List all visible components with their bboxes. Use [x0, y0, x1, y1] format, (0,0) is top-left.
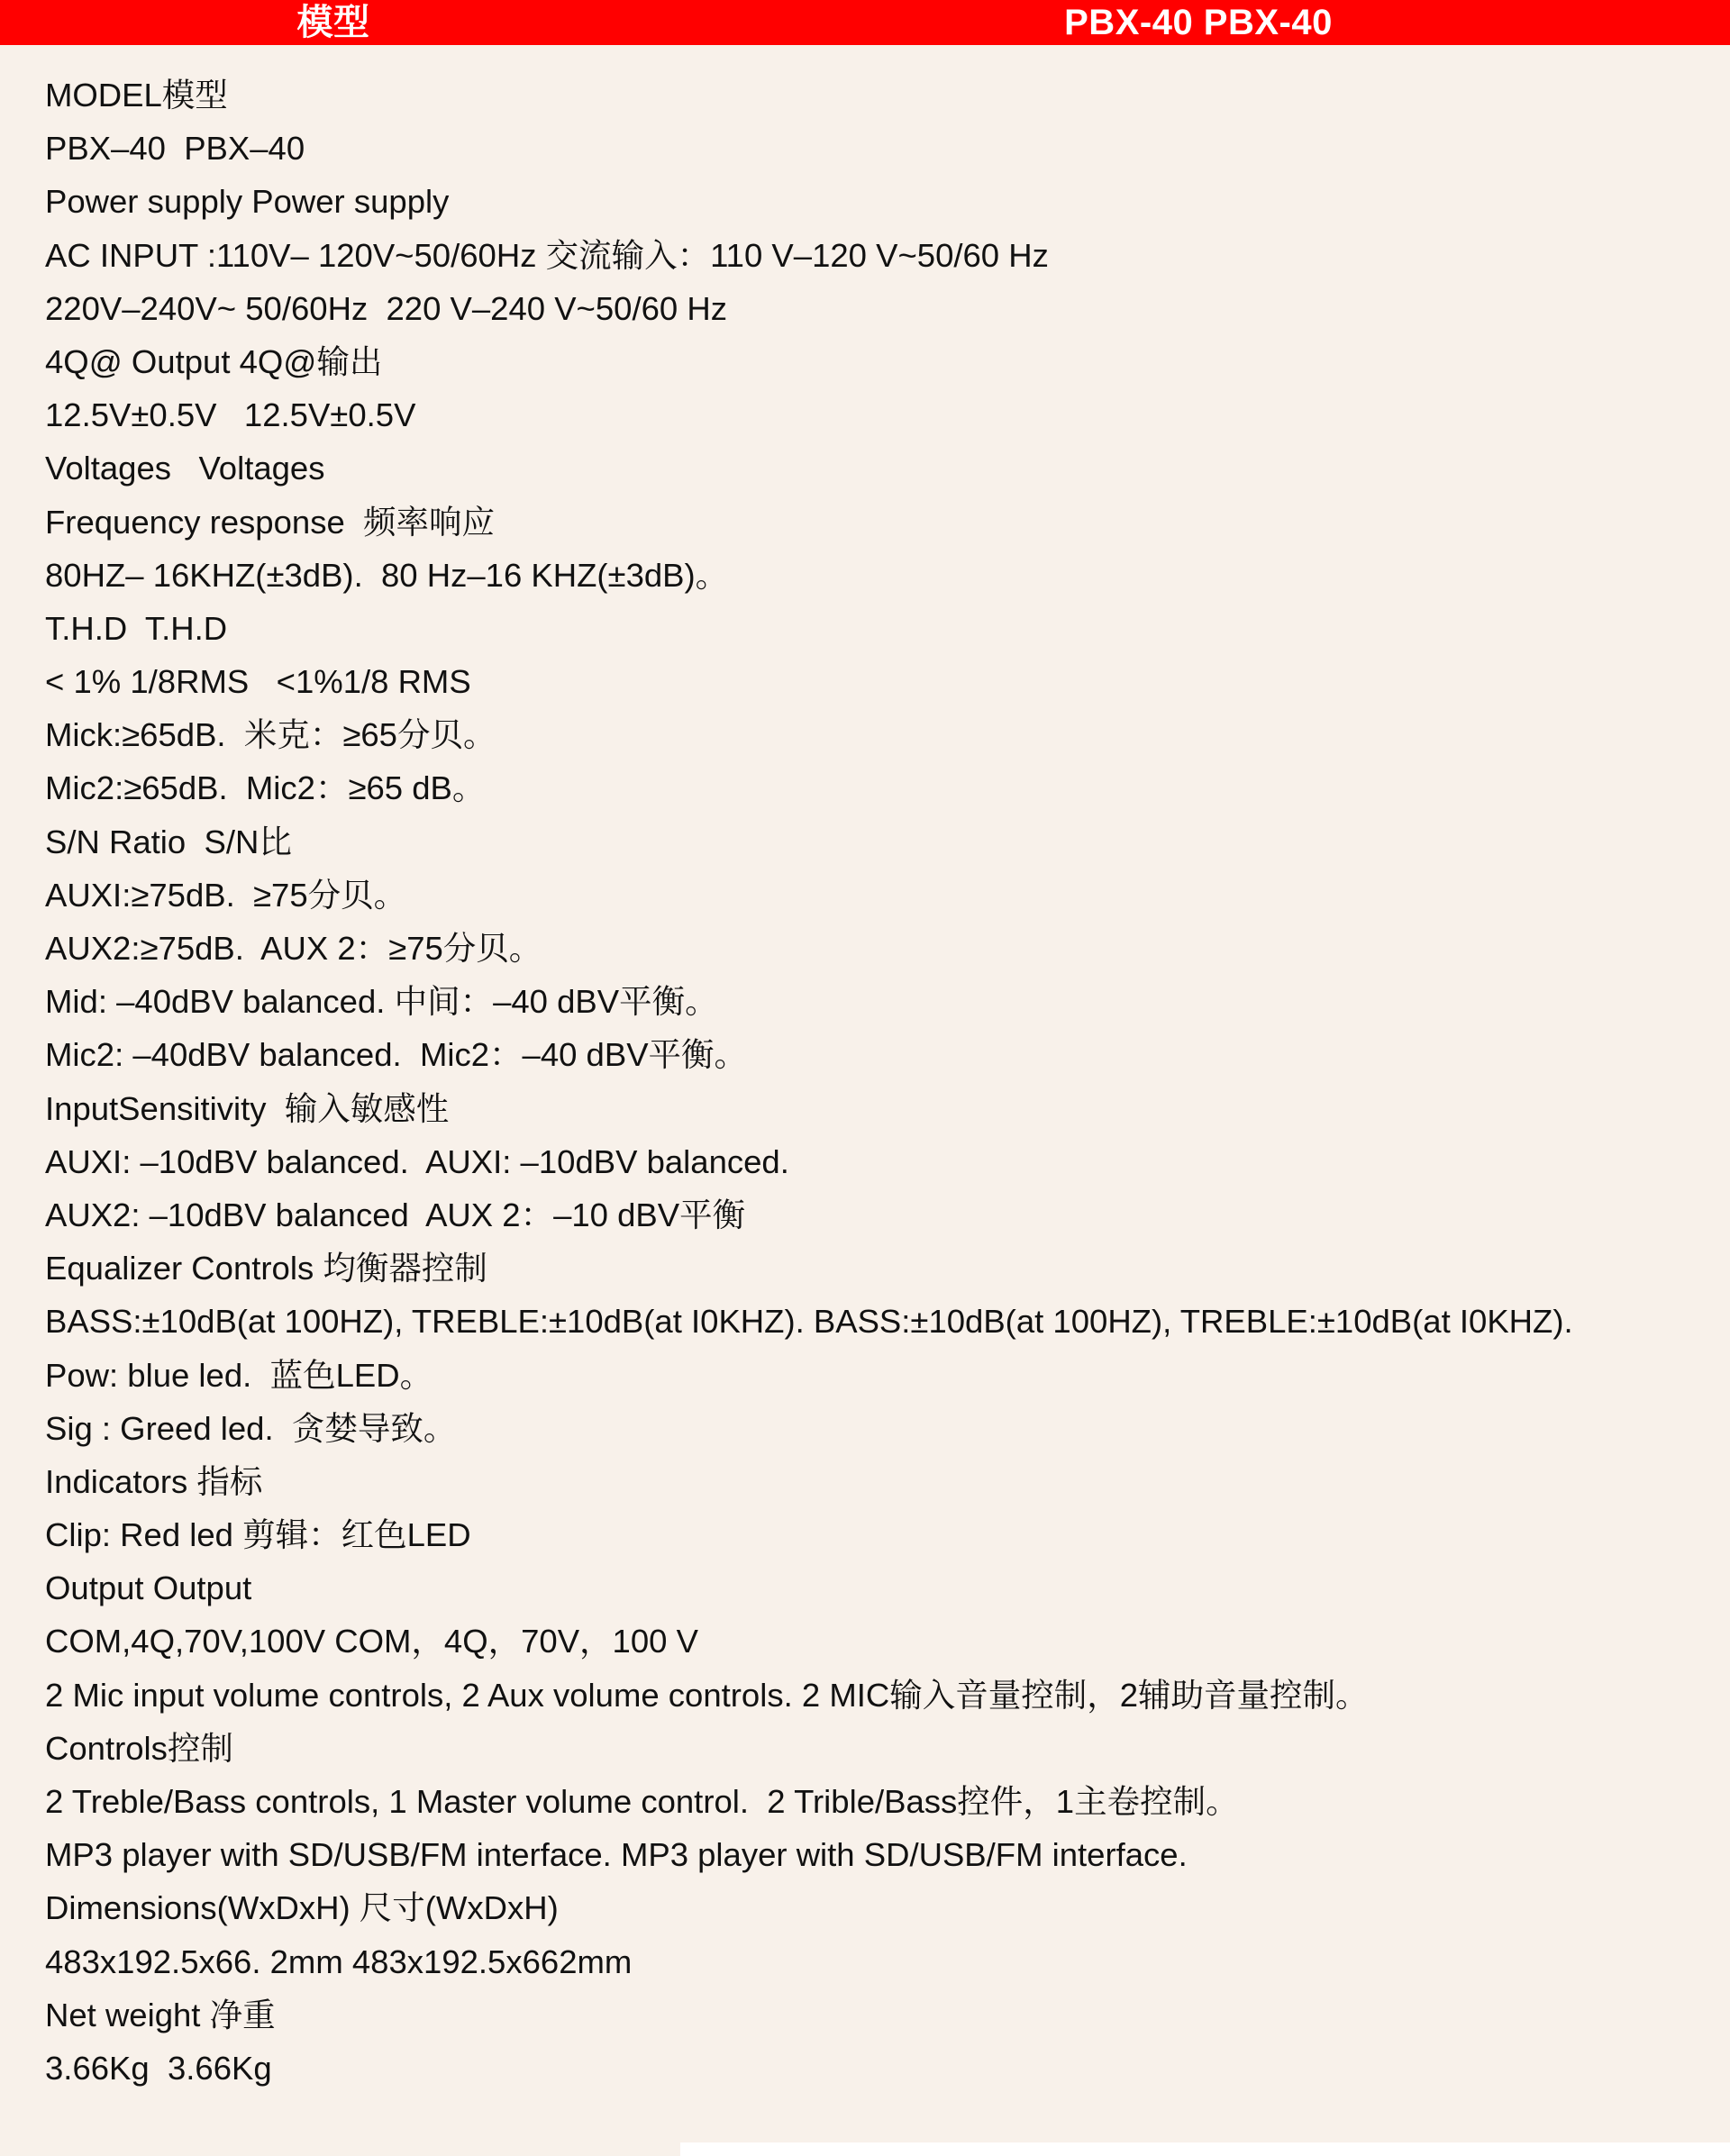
spec-line: S/N Ratio S/N比 [45, 823, 292, 860]
spec-line: Clip: Red led 剪辑：红色LED [45, 1516, 471, 1554]
spec-line: Power supply Power supply [45, 183, 450, 221]
spec-line: Voltages Voltages [45, 450, 325, 487]
spec-line: AC INPUT :110V– 120V~50/60Hz 交流输入：110 V–120 V~50/60 Hz [45, 236, 1049, 274]
spec-line: InputSensitivity 输入敏感性 [45, 1089, 450, 1127]
spec-line: 80HZ– 16KHZ(±3dB). 80 Hz–16 KHZ(±3dB)。 [45, 556, 729, 594]
spec-line: Mid: –40dBV balanced. 中间：–40 dBV平衡。 [45, 983, 718, 1021]
spec-line: Controls控制 [45, 1729, 233, 1767]
spec-line: COM,4Q,70V,100V COM，4Q，70V，100 V [45, 1623, 698, 1660]
spec-line: 12.5V±0.5V 12.5V±0.5V [45, 396, 416, 434]
header-bar [0, 0, 1730, 45]
spec-line: PBX–40 PBX–40 [45, 130, 305, 168]
spec-line: Equalizer Controls 均衡器控制 [45, 1250, 487, 1287]
spec-line: Mic2: –40dBV balanced. Mic2：–40 dBV平衡。 [45, 1036, 748, 1074]
spec-list [45, 68, 1573, 2095]
spec-line: Indicators 指标 [45, 1462, 263, 1500]
spec-line: AUXI:≥75dB. ≥75分贝。 [45, 876, 407, 914]
spec-line: BASS:±10dB(at 100HZ), TREBLE:±10dB(at I0KHZ). BASS:±10dB(at 100HZ), TREBLE:±10dB(at I0KHZ). [45, 1303, 1573, 1341]
spec-line: 2 Treble/Bass controls, 1 Master volume control. 2 Trible/Bass控件，1主卷控制。 [45, 1783, 1239, 1820]
spec-line: Mick:≥65dB. 米克：≥65分贝。 [45, 716, 496, 754]
spec-line: 3.66Kg 3.66Kg [45, 2049, 272, 2087]
spec-line: 2 Mic input volume controls, 2 Aux volume controls. 2 MIC输入音量控制，2辅助音量控制。 [45, 1676, 1369, 1714]
spec-line: < 1% 1/8RMS <1%1/8 RMS [45, 663, 471, 701]
spec-line: MP3 player with SD/USB/FM interface. MP3 player with SD/USB/FM interface. [45, 1836, 1188, 1874]
spec-line: Pow: blue led. 蓝色LED。 [45, 1356, 433, 1394]
spec-line: 483x192.5x66. 2mm 483x192.5x662mm [45, 1942, 633, 1980]
spec-line: Sig : Greed led. 贪婪导致。 [45, 1409, 457, 1447]
spec-line: AUXI: –10dBV balanced. AUXI: –10dBV balanced. [45, 1142, 789, 1180]
spec-line: 220V–240V~ 50/60Hz 220 V–240 V~50/60 Hz [45, 289, 727, 327]
spec-line: T.H.D T.H.D [45, 609, 228, 647]
spec-line: MODEL模型 [45, 77, 228, 114]
spec-line: AUX2:≥75dB. AUX 2：≥75分贝。 [45, 930, 542, 967]
header-model-value: PBX-40 PBX-40 [1064, 3, 1333, 42]
header-model-label: 模型 [296, 3, 370, 42]
bottom-strip-left [0, 2142, 680, 2156]
spec-line: AUX2: –10dBV balanced AUX 2：–10 dBV平衡 [45, 1196, 746, 1233]
spec-line: 4Q@ Output 4Q@输出 [45, 342, 383, 380]
spec-line: Net weight 净重 [45, 1996, 276, 2033]
spec-line: Dimensions(WxDxH) 尺寸(WxDxH) [45, 1889, 559, 1927]
spec-line: Output Output [45, 1569, 252, 1607]
spec-line: Frequency response 频率响应 [45, 503, 496, 541]
spec-line: Mic2:≥65dB. Mic2：≥65 dB。 [45, 769, 486, 807]
